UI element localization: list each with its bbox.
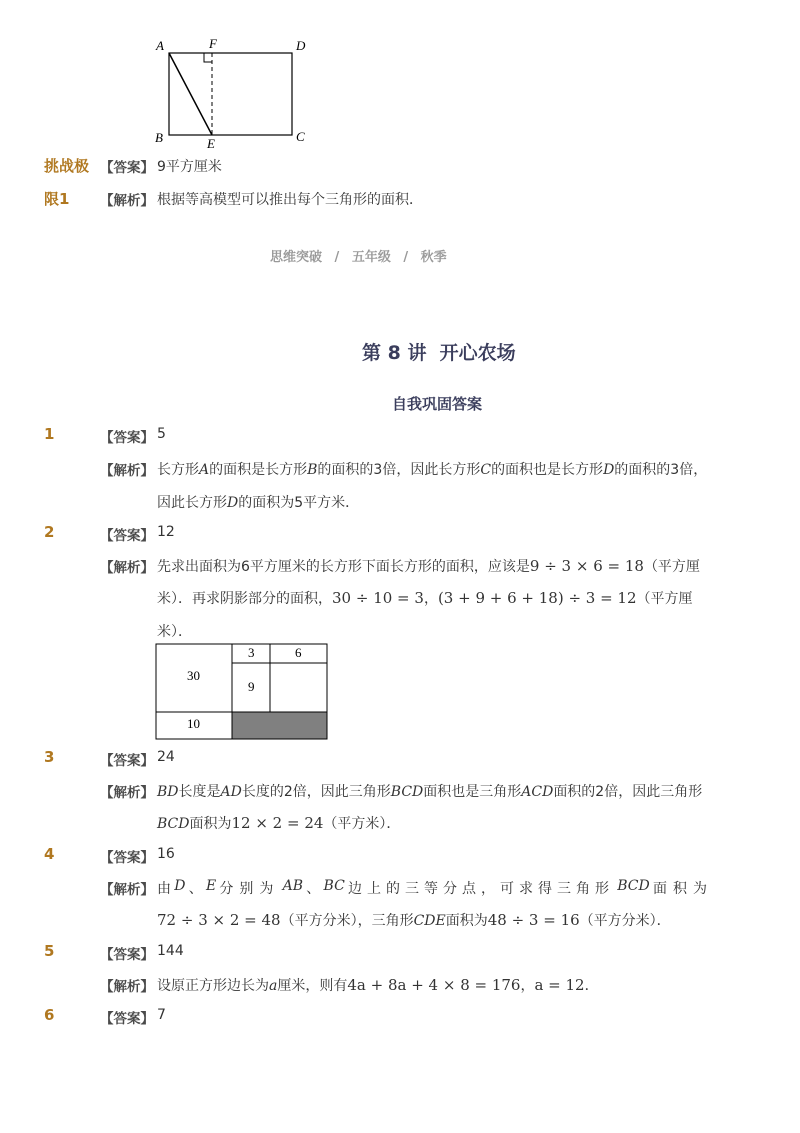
footer-item: 秋季 <box>420 250 447 265</box>
label-c: C <box>296 129 305 144</box>
cell-3: 3 <box>248 645 255 660</box>
analysis-line: 72 ÷ 3 × 2 = 48（平方分米），三角形CDE面积为48 ÷ 3 = 16（平方分米）． <box>157 911 671 929</box>
answer-text: 9平方厘米 <box>157 159 222 175</box>
answer-tag: 【答案】 <box>100 850 154 866</box>
analysis-line: 长方形A的面积是长方形B的面积的3倍，因此长方形C的面积也是长方形D的面积的3倍， <box>157 462 708 478</box>
answer-tag: 【答案】 <box>100 753 154 769</box>
answer-tag: 【答案】 <box>100 160 154 176</box>
question-number: 2 <box>44 523 55 541</box>
question-number: 1 <box>44 425 55 443</box>
question-number: 3 <box>44 748 55 766</box>
answer-text: 16 <box>157 846 175 862</box>
analysis-tag: 【解析】 <box>100 785 154 801</box>
label-a: A <box>156 38 164 53</box>
analysis-tag: 【解析】 <box>100 193 154 209</box>
analysis-line: 设原正方形边长为a厘米，则有4a + 8a + 4 × 8 = 176，a = 12． <box>157 976 599 994</box>
challenge-label-2: 限1 <box>44 190 70 208</box>
answer-text: 5 <box>157 426 166 442</box>
analysis-tag: 【解析】 <box>100 560 154 576</box>
analysis-text: 根据等高模型可以推出每个三角形的面积． <box>157 192 423 208</box>
label-e: E <box>207 136 215 151</box>
answer-tag: 【答案】 <box>100 1011 154 1027</box>
analysis-line: 先求出面积为6平方厘米的长方形下面长方形的面积，应该是9 ÷ 3 × 6 = 18（平方厘 <box>157 557 700 575</box>
answer-tag: 【答案】 <box>100 947 154 963</box>
cell-6: 6 <box>295 645 302 660</box>
analysis-line: BD长度是AD长度的2倍，因此三角形BCD面积也是三角形ACD面积的2倍，因此三角形 <box>157 784 703 800</box>
footer-item: 思维突破 <box>270 250 323 265</box>
question-number: 5 <box>44 942 55 960</box>
answer-text: 24 <box>157 749 175 765</box>
analysis-line: 米）．再求阴影部分的面积，30 ÷ 10 = 3，(3 + 9 + 6 + 18) ÷ 3 = 12（平方厘 <box>157 589 693 607</box>
footer-separator: / <box>334 250 340 265</box>
page-title: 第 8 讲 开心农场 <box>362 342 516 364</box>
challenge-label: 挑战极 <box>44 157 90 175</box>
page-footer <box>270 246 447 265</box>
analysis-line: 米）． <box>157 624 192 640</box>
question-number: 4 <box>44 845 55 863</box>
cell-9: 9 <box>248 679 255 694</box>
analysis-line: 由 D 、 E 分别为 AB 、 BC 边上的三等分点，可求得三角形 BCD 面积为 <box>157 878 713 897</box>
rectangle-figure <box>150 34 320 154</box>
analysis-line: 因此长方形D的面积为5平方米． <box>157 495 360 511</box>
footer-separator: / <box>403 250 409 265</box>
analysis-tag: 【解析】 <box>100 463 154 479</box>
section-subtitle: 自我巩固答案 <box>392 395 483 413</box>
analysis-line: BCD面积为12 × 2 = 24（平方米）． <box>157 814 401 832</box>
answer-tag: 【答案】 <box>100 430 154 446</box>
label-d: D <box>296 38 306 53</box>
answer-text: 7 <box>157 1007 166 1023</box>
answer-text: 144 <box>157 943 184 959</box>
analysis-tag: 【解析】 <box>100 979 154 995</box>
label-f: F <box>209 36 217 51</box>
answer-tag: 【答案】 <box>100 528 154 544</box>
question-number: 6 <box>44 1006 55 1024</box>
area-grid-figure <box>154 642 330 742</box>
cell-30: 30 <box>187 668 200 683</box>
analysis-tag: 【解析】 <box>100 882 154 898</box>
answer-text: 12 <box>157 524 175 540</box>
footer-item: 五年级 <box>351 250 391 265</box>
cell-10: 10 <box>187 716 200 731</box>
label-b: B <box>155 130 163 145</box>
